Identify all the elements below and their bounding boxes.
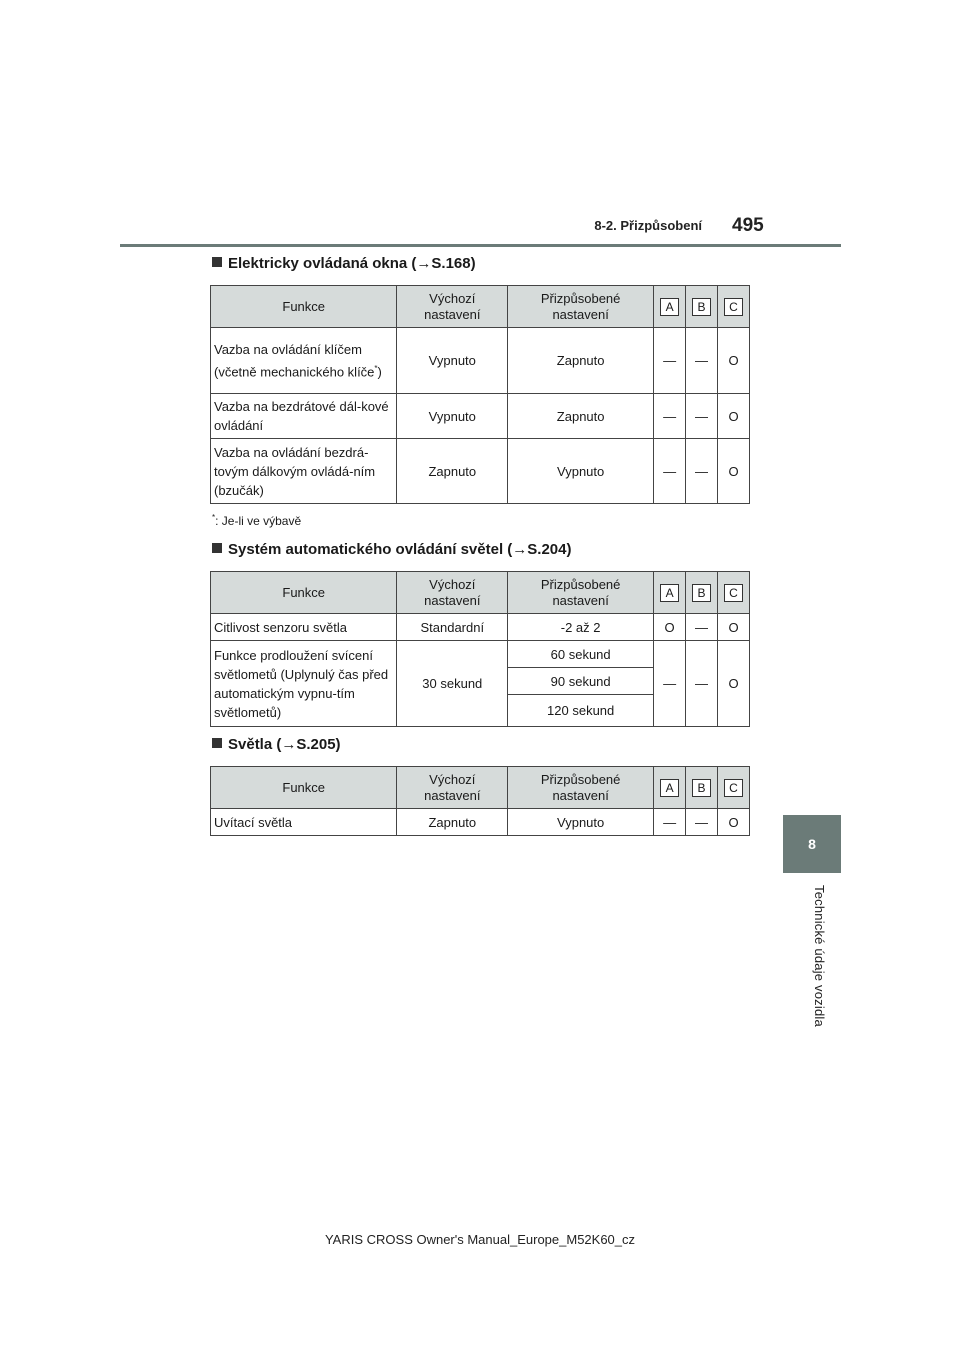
section-header: 8-2. Přizpůsobení <box>594 218 702 233</box>
table-row <box>211 614 750 641</box>
table-row <box>211 809 750 836</box>
col-header-default: Výchozí nastavení <box>397 572 508 614</box>
page-number: 495 <box>732 215 764 236</box>
cell-a: — <box>654 394 686 439</box>
col-header-b: B <box>686 572 718 614</box>
bullet-square-icon <box>212 738 222 748</box>
section-title-auto-lights: Systém automatického ovládání světel (→S.204) <box>212 541 571 558</box>
cell-c: O <box>718 328 750 394</box>
chapter-title: Technické údaje vozidla <box>812 885 827 1027</box>
cell-a: O <box>654 614 686 641</box>
col-header-default: Výchozí nastavení <box>397 767 508 809</box>
cell-c: O <box>718 809 750 836</box>
table-row <box>211 394 750 439</box>
cell-function: Uvítací světla <box>211 809 397 836</box>
cell-custom: Vypnuto <box>508 439 654 504</box>
footer-manual-id: YARIS CROSS Owner's Manual_Europe_M52K60_cz <box>324 1232 636 1247</box>
cell-a: — <box>654 641 686 727</box>
table-power-windows <box>210 285 750 504</box>
col-header-custom: Přizpůsobené nastavení <box>508 286 654 328</box>
cell-default: Vypnuto <box>397 328 508 394</box>
table-header-row <box>211 286 750 328</box>
header-divider <box>120 244 841 247</box>
cell-custom: Vypnuto <box>508 809 654 836</box>
col-header-function: Funkce <box>211 286 397 328</box>
section-title-lights: Světla (→S.205) <box>212 736 341 753</box>
cell-function: Vazba na ovládání klíčem (včetně mechanického klíče*) <box>211 328 397 394</box>
cell-c: O <box>718 614 750 641</box>
cell-custom-option: 120 sekund <box>508 695 654 727</box>
col-header-c: C <box>718 286 750 328</box>
cell-function: Citlivost senzoru světla <box>211 614 397 641</box>
table-header-row <box>211 767 750 809</box>
cell-custom: -2 až 2 <box>508 614 654 641</box>
cell-b: — <box>686 641 718 727</box>
cell-default: Standardní <box>397 614 508 641</box>
col-header-a: A <box>654 572 686 614</box>
col-header-a: A <box>654 286 686 328</box>
cell-c: O <box>718 394 750 439</box>
cell-a: — <box>654 809 686 836</box>
cell-b: — <box>686 809 718 836</box>
bullet-square-icon <box>212 257 222 267</box>
cell-function: Funkce prodloužení svícení světlometů (Uplynulý čas před automatickým vypnu-tím světlometů) <box>211 641 397 727</box>
cell-custom-option: 60 sekund <box>508 641 654 668</box>
table-auto-light-control <box>210 571 750 727</box>
col-header-c: C <box>718 572 750 614</box>
col-header-function: Funkce <box>211 572 397 614</box>
cell-a: — <box>654 328 686 394</box>
cell-b: — <box>686 614 718 641</box>
col-header-c: C <box>718 767 750 809</box>
cell-b: — <box>686 394 718 439</box>
cell-custom-option: 90 sekund <box>508 668 654 695</box>
col-header-b: B <box>686 767 718 809</box>
cell-c: O <box>718 641 750 727</box>
table-row <box>211 641 750 668</box>
cell-default: Vypnuto <box>397 394 508 439</box>
cell-custom: Zapnuto <box>508 394 654 439</box>
col-header-b: B <box>686 286 718 328</box>
cell-a: — <box>654 439 686 504</box>
footnote: *: Je-li ve výbavě <box>212 513 302 528</box>
col-header-default: Výchozí nastavení <box>397 286 508 328</box>
cell-custom: Zapnuto <box>508 328 654 394</box>
bullet-square-icon <box>212 543 222 553</box>
chapter-number: 8 <box>808 836 816 852</box>
cell-default: 30 sekund <box>397 641 508 727</box>
cell-function: Vazba na bezdrátové dál-kové ovládání <box>211 394 397 439</box>
section-title-windows: Elektricky ovládaná okna (→S.168) <box>212 255 476 272</box>
col-header-custom: Přizpůsobené nastavení <box>508 572 654 614</box>
cell-b: — <box>686 439 718 504</box>
cell-default: Zapnuto <box>397 439 508 504</box>
col-header-custom: Přizpůsobené nastavení <box>508 767 654 809</box>
table-row <box>211 328 750 394</box>
cell-b: — <box>686 328 718 394</box>
cell-default: Zapnuto <box>397 809 508 836</box>
cell-c: O <box>718 439 750 504</box>
table-lights <box>210 766 750 836</box>
chapter-tab <box>783 815 841 873</box>
table-row <box>211 439 750 504</box>
table-header-row <box>211 572 750 614</box>
cell-function: Vazba na ovládání bezdrá-tovým dálkovým ovládá-ním (bzučák) <box>211 439 397 504</box>
col-header-function: Funkce <box>211 767 397 809</box>
col-header-a: A <box>654 767 686 809</box>
